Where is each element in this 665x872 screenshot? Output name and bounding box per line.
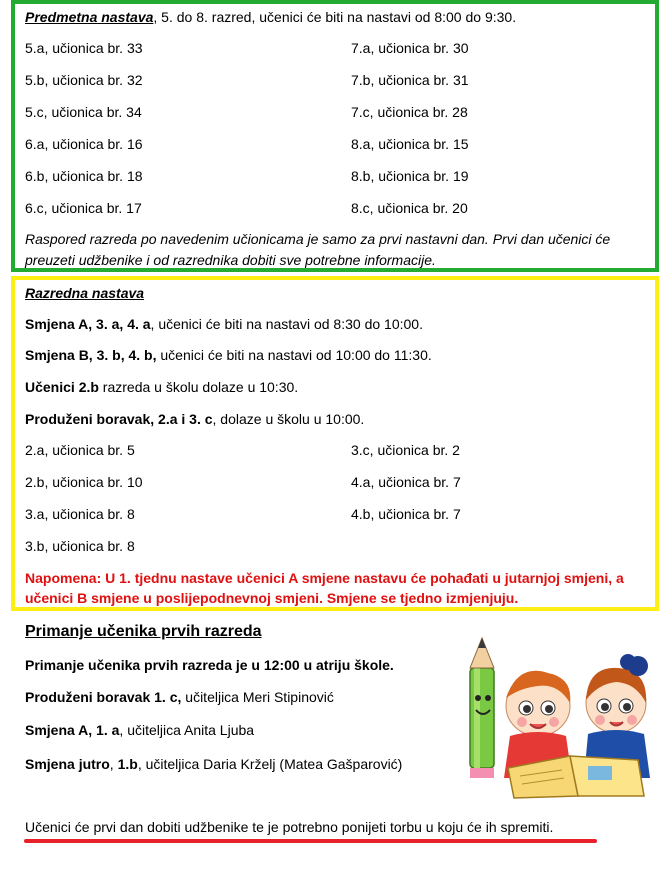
room-3b: 3.b, učionica br. 8: [25, 538, 135, 554]
prvi-line-3: Smjena A, 1. a, učiteljica Anita Ljuba: [25, 722, 255, 738]
prvi-line-4: Smjena jutro, 1.b, učiteljica Daria Krželj (Matea Gašparović): [25, 756, 403, 772]
red-underline: [24, 839, 597, 843]
room-2a: 2.a, učionica br. 5: [25, 442, 135, 458]
room-8c: 8.c, učionica br. 20: [351, 200, 468, 216]
room-5c: 5.c, učionica br. 34: [25, 104, 142, 120]
room-5a: 5.a, učionica br. 33: [25, 40, 143, 56]
predmetna-title: Predmetna nastava: [25, 9, 154, 25]
room-3c: 3.c, učionica br. 2: [351, 442, 460, 458]
room-6a: 6.a, učionica br. 16: [25, 136, 143, 152]
smjena-a-line: Smjena A, 3. a, 4. a, učenici će biti na nastavi od 8:30 do 10:00.: [25, 316, 423, 332]
room-6c: 6.c, učionica br. 17: [25, 200, 142, 216]
predmetna-note: Raspored razreda po navedenim učionicama je samo za prvi nastavni dan. Prvi dan učenici će preuzeti udžbenike i od razrednika dobiti sve potrebne informacije.: [25, 231, 611, 268]
predmetna-intro: Predmetna nastava, 5. do 8. razred, učenici će biti na nastavi od 8:00 do 9:30.: [25, 9, 517, 25]
room-7c: 7.c, učionica br. 28: [351, 104, 468, 120]
napomena: Napomena: U 1. tjednu nastave učenici A smjene nastavu će pohađati u jutarnjoj smjeni, a učenici B smjene u poslijepodnevnoj smjeni. Smjene se tjedno izmjenjuju.: [25, 570, 624, 606]
room-4a: 4.a, učionica br. 7: [351, 474, 461, 490]
room-7a: 7.a, učionica br. 30: [351, 40, 469, 56]
prvi-line-1: Primanje učenika prvih razreda je u 12:00 u atriju škole.: [25, 657, 394, 673]
footer-note: Učenici će prvi dan dobiti udžbenike te je potrebno ponijeti torbu u koju će ih spremiti.: [25, 819, 554, 835]
razredna-title: Razredna nastava: [25, 285, 145, 301]
room-2b: 2.b, učionica br. 10: [25, 474, 143, 490]
kids-reading-illustration: [438, 628, 660, 800]
prvi-line-2: Produženi boravak 1. c, učiteljica Meri Stipinović: [25, 689, 334, 705]
prvi-razredi-heading: Primanje učenika prvih razreda: [25, 623, 262, 640]
pencil-icon: [470, 638, 494, 778]
room-5b: 5.b, učionica br. 32: [25, 72, 143, 88]
room-8b: 8.b, učionica br. 19: [351, 168, 469, 184]
ucenici-2b-line: Učenici 2.b razreda u školu dolaze u 10:30.: [25, 379, 299, 395]
smjena-b-line: Smjena B, 3. b, 4. b, učenici će biti na nastavi od 10:00 do 11:30.: [25, 347, 432, 363]
room-6b: 6.b, učionica br. 18: [25, 168, 143, 184]
room-4b: 4.b, učionica br. 7: [351, 506, 461, 522]
boravak-line: Produženi boravak, 2.a i 3. c, dolaze u školu u 10:00.: [25, 411, 365, 427]
room-3a: 3.a, učionica br. 8: [25, 506, 135, 522]
room-8a: 8.a, učionica br. 15: [351, 136, 469, 152]
room-7b: 7.b, učionica br. 31: [351, 72, 469, 88]
